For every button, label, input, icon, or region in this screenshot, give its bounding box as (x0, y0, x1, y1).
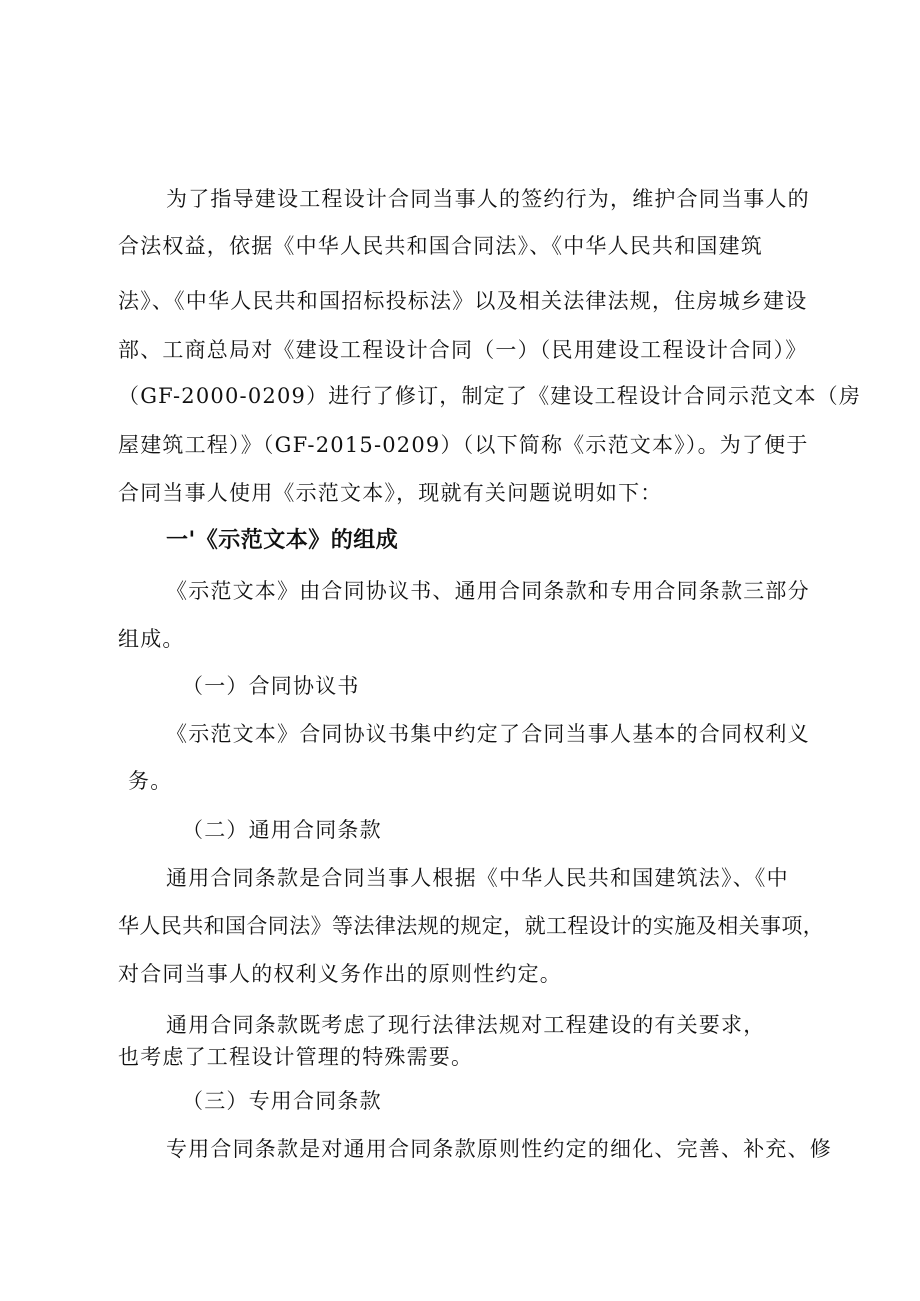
intro-line-6: 屋建筑工程）》（GF-2015-0209）（以下简称《示范文本》）。为了便于 (118, 433, 809, 457)
subsection-3-heading: （三）专用合同条款 (182, 1089, 382, 1113)
intro-line-5: （GF-2000-0209）进行了修订，制定了《建设工程设计合同示范文本（房 (118, 384, 862, 408)
section-1-line-1: 《示范文本》由合同协议书、通用合同条款和专用合同条款三部分 (166, 579, 810, 603)
subsection-1-line-2: 务。 (128, 769, 173, 793)
section-1-heading: 一'《示范文本》的组成 (166, 528, 399, 553)
intro-line-3: 法》、《中华人民共和国招标投标法》以及相关法律法规，住房城乡建设 (118, 289, 808, 313)
subsection-2-line-3: 对合同当事人的权利义务作出的原则性约定。 (118, 962, 562, 986)
subsection-3-line-1: 专用合同条款是对通用合同条款原则性约定的细化、完善、补充、修 (166, 1137, 832, 1161)
subsection-1-heading: （一）合同协议书 (182, 674, 360, 698)
subsection-2-heading: （二）通用合同条款 (182, 818, 382, 842)
section-1-line-2: 组成。 (118, 627, 185, 651)
subsection-2-line-2: 华人民共和国合同法》等法律法规的规定，就工程设计的实施及相关事项， (118, 914, 825, 938)
intro-line-1: 为了指导建设工程设计合同当事人的签约行为，维护合同当事人的 (166, 187, 810, 211)
subsection-2-line-1: 通用合同条款是合同当事人根据《中华人民共和国建筑法》、《中 (166, 866, 789, 890)
subsection-2-extra-line-1: 通用合同条款既考虑了现行法律法规对工程建设的有关要求， (166, 1013, 766, 1037)
intro-line-2: 合法权益，依据《中华人民共和国合同法》、《中华人民共和国建筑 (118, 234, 763, 258)
subsection-1-line-1: 《示范文本》合同协议书集中约定了合同当事人基本的合同权利义 (166, 722, 810, 746)
subsection-2-extra-line-2: 也考虑了工程设计管理的特殊需要。 (118, 1045, 474, 1069)
intro-line-7: 合同当事人使用《示范文本》，现就有关问题说明如下： (118, 481, 663, 505)
intro-line-4: 部、工商总局对《建设工程设计合同（一）（民用建设工程设计合同）》 (118, 338, 808, 362)
